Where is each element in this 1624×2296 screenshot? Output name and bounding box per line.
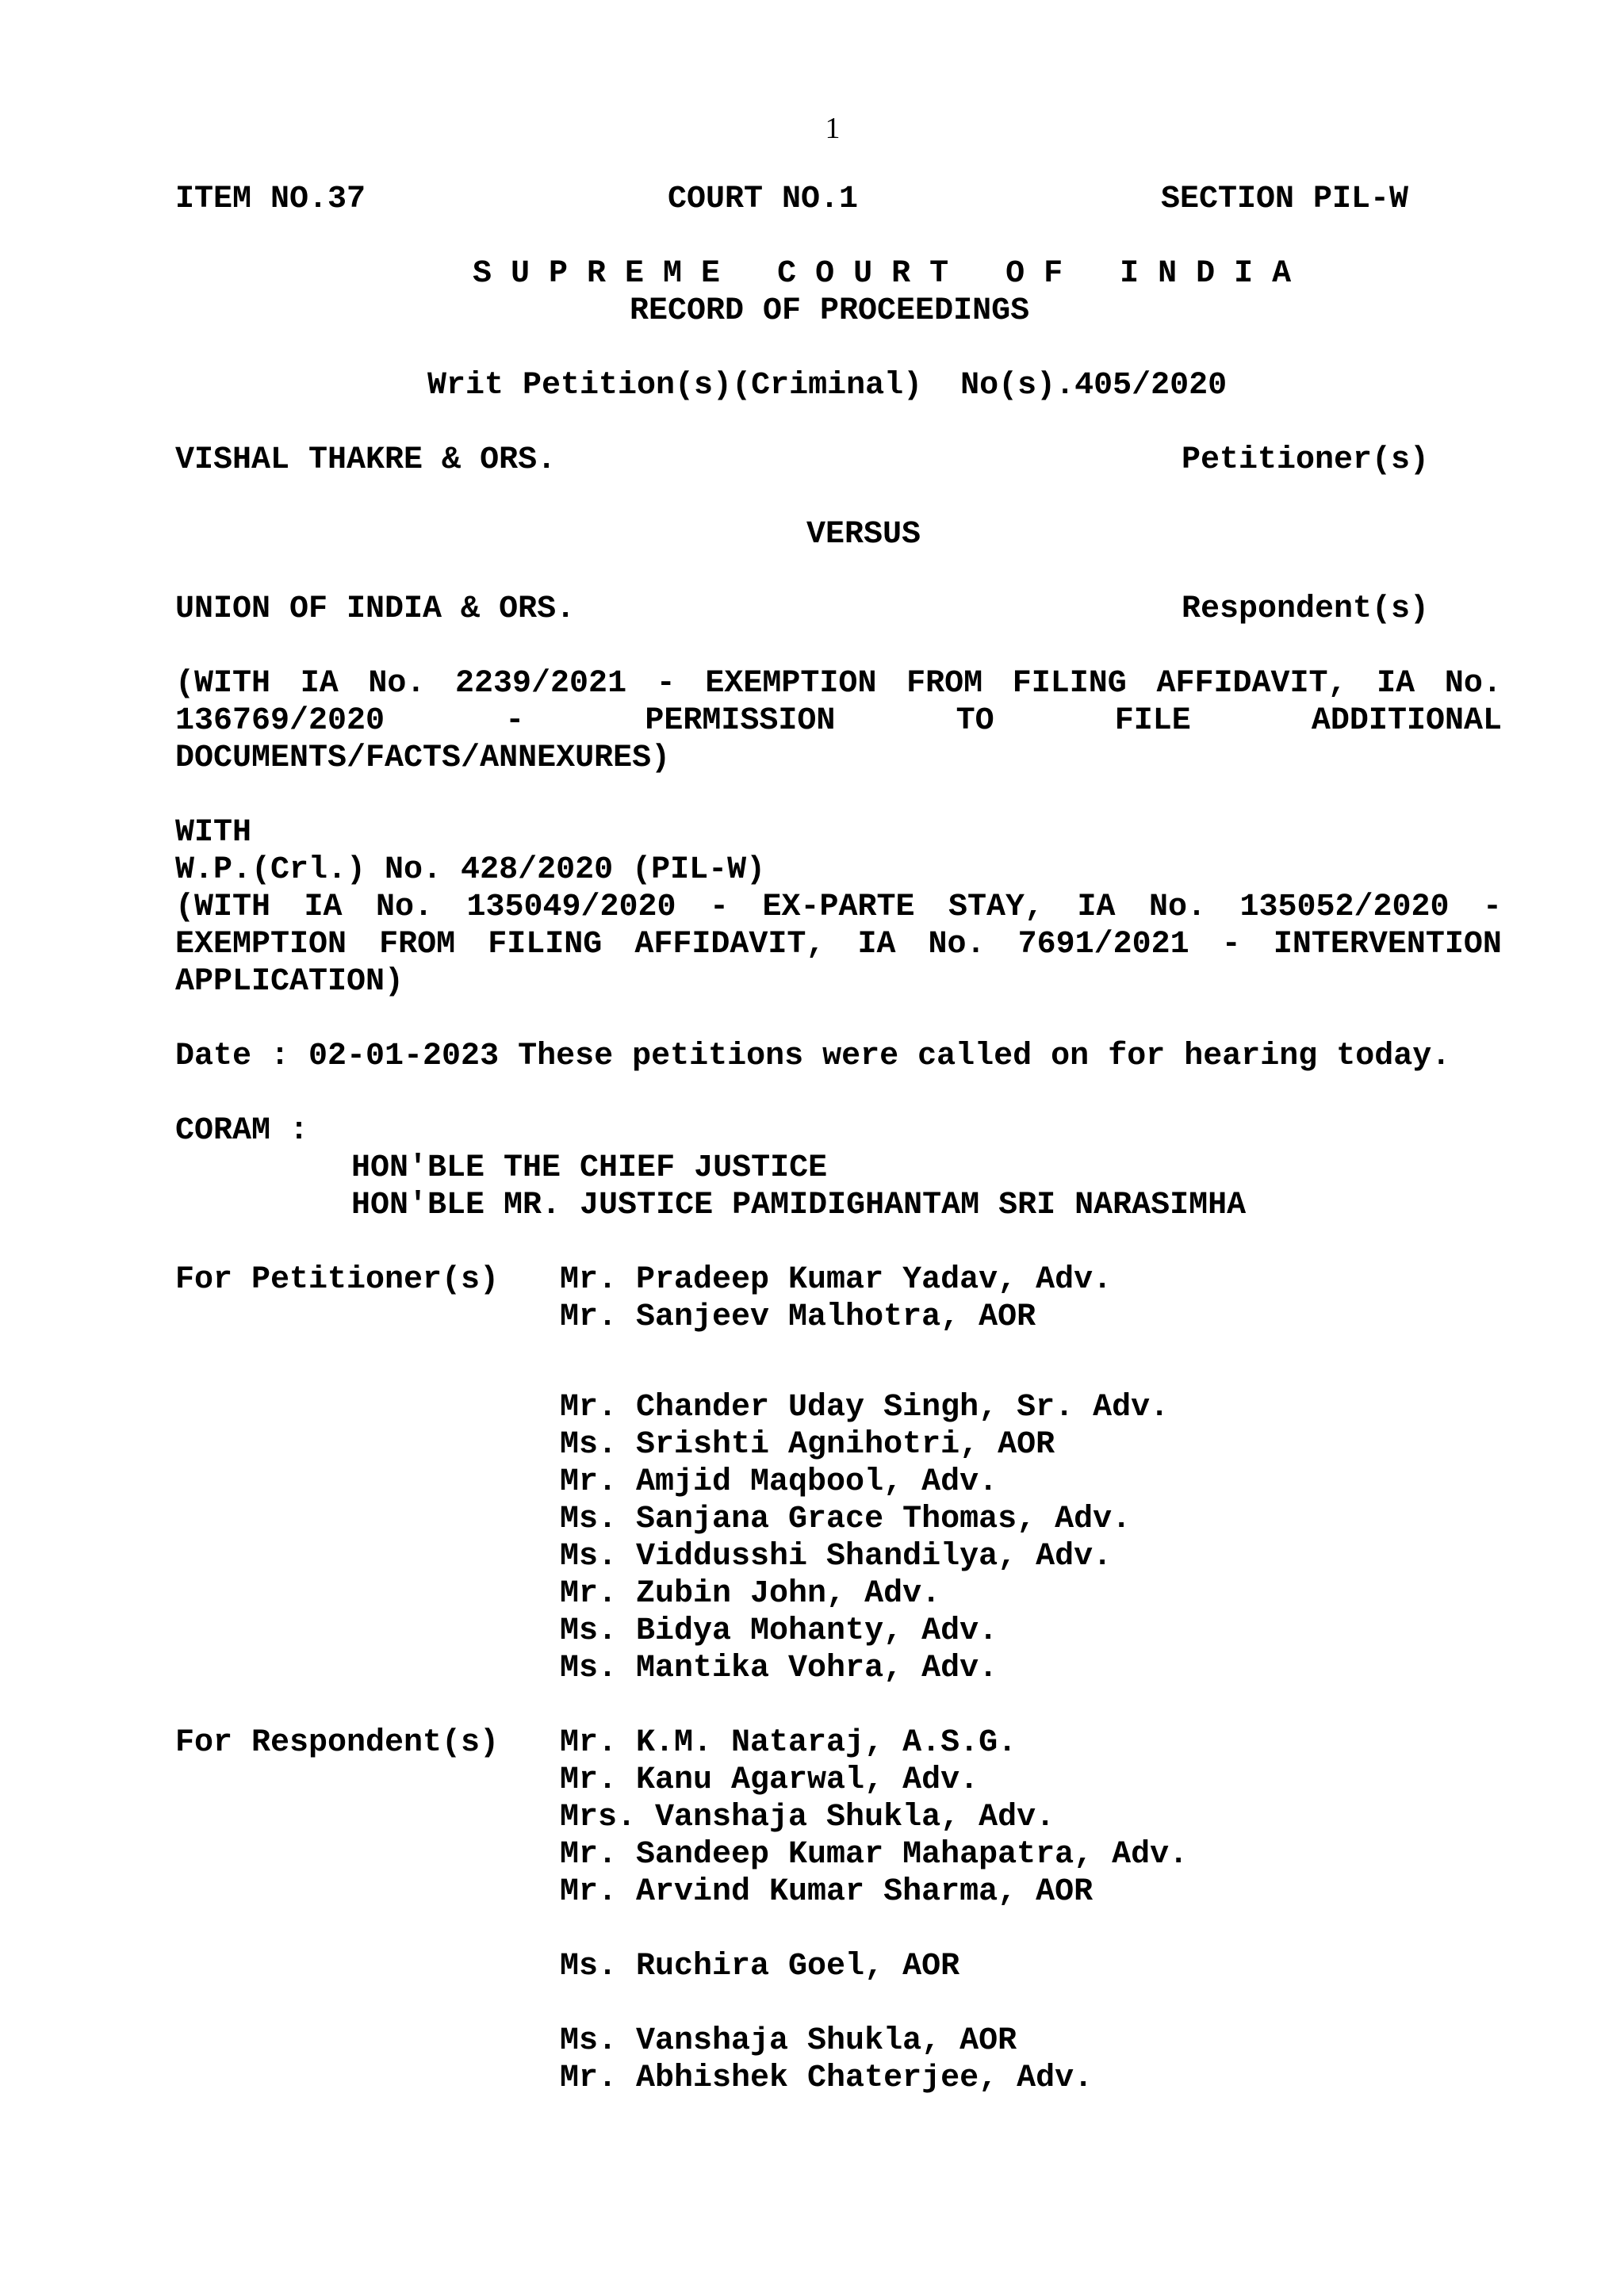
- counsel-name: Mrs. Vanshaja Shukla, Adv.: [560, 1800, 1055, 1835]
- respondent-label: Respondent(s): [1182, 591, 1430, 627]
- counsel-name: Ms. Sanjana Grace Thomas, Adv.: [560, 1502, 1132, 1537]
- counsel-name: Mr. Sanjeev Malhotra, AOR: [560, 1299, 1036, 1335]
- counsel-name: Mr. Pradeep Kumar Yadav, Adv.: [560, 1262, 1113, 1298]
- word: -: [505, 703, 525, 739]
- word: 7691/2021: [1017, 927, 1189, 962]
- item-number: ITEM NO.37: [175, 182, 366, 217]
- for-petitioners-label: For Petitioner(s): [175, 1262, 500, 1298]
- word: 2239/2021: [455, 666, 627, 702]
- connected-case: W.P.(Crl.) No. 428/2020 (PIL-W): [175, 852, 766, 888]
- coram-label: CORAM :: [175, 1113, 309, 1149]
- counsel-name: Mr. Amjid Maqbool, Adv.: [560, 1464, 998, 1500]
- word: FILE: [1114, 703, 1191, 739]
- respondent-name: UNION OF INDIA & ORS.: [175, 591, 576, 627]
- record-title: RECORD OF PROCEEDINGS: [630, 293, 1030, 329]
- main-ia-line-3: DOCUMENTS/FACTS/ANNEXURES): [175, 740, 671, 776]
- word: No.: [1148, 890, 1206, 925]
- counsel-name: Mr. Chander Uday Singh, Sr. Adv.: [560, 1390, 1170, 1425]
- hearing-date-line: Date : 02-01-2023 These petitions were called on for hearing today.: [175, 1039, 1451, 1074]
- case-number: Writ Petition(s)(Criminal) No(s).405/2020: [427, 368, 1228, 404]
- judge-name: HON'BLE MR. JUSTICE PAMIDIGHANTAM SRI NARASIMHA: [351, 1188, 1247, 1223]
- counsel-name: Ms. Bidya Mohanty, Adv.: [560, 1613, 998, 1649]
- counsel-name: Ms. Srishti Agnihotri, AOR: [560, 1427, 1055, 1463]
- word: No.: [375, 890, 433, 925]
- court-title: S U P R E M E C O U R T O F I N D I A: [473, 256, 1292, 292]
- word: No.: [928, 927, 986, 962]
- counsel-name: Ms. Ruchira Goel, AOR: [560, 1949, 960, 1984]
- word: IA: [300, 666, 339, 702]
- word: 135052/2020: [1239, 890, 1450, 925]
- word: -: [709, 890, 729, 925]
- page-number: 1: [825, 112, 841, 145]
- word: PERMISSION: [645, 703, 836, 739]
- word: IA: [1077, 890, 1116, 925]
- word: 136769/2020: [175, 703, 385, 739]
- judge-name: HON'BLE THE CHIEF JUSTICE: [351, 1150, 828, 1186]
- counsel-name: Mr. Abhishek Chaterjee, Adv.: [560, 2061, 1094, 2096]
- main-ia-line-2: [175, 702, 1502, 740]
- word: IA: [1377, 666, 1415, 702]
- word: -: [1482, 890, 1502, 925]
- word: IA: [304, 890, 343, 925]
- section-label: SECTION PIL-W: [1161, 182, 1409, 217]
- counsel-name: Ms. Viddusshi Shandilya, Adv.: [560, 1539, 1113, 1575]
- word: STAY,: [948, 890, 1044, 925]
- main-ia-line-1: [175, 665, 1502, 702]
- word: -: [1221, 927, 1241, 962]
- petitioner-name: VISHAL THAKRE & ORS.: [175, 442, 557, 478]
- petitioner-label: Petitioner(s): [1182, 442, 1430, 478]
- counsel-name: Mr. K.M. Nataraj, A.S.G.: [560, 1725, 1017, 1761]
- word: No.: [1444, 666, 1502, 702]
- connected-ia-line-2: [175, 926, 1502, 963]
- word: AFFIDAVIT,: [634, 927, 825, 962]
- court-number: COURT NO.1: [668, 182, 859, 217]
- word: FROM: [379, 927, 456, 962]
- word: 135049/2020: [466, 890, 676, 925]
- word: EXEMPTION: [705, 666, 877, 702]
- word: AFFIDAVIT,: [1156, 666, 1347, 702]
- word: ADDITIONAL: [1311, 703, 1502, 739]
- counsel-name: Mr. Kanu Agarwal, Adv.: [560, 1762, 979, 1798]
- word: FROM: [906, 666, 983, 702]
- counsel-name: Ms. Mantika Vohra, Adv.: [560, 1651, 998, 1686]
- with-label: WITH: [175, 815, 252, 851]
- word: EXEMPTION: [175, 927, 347, 962]
- word: No.: [368, 666, 426, 702]
- word: EX-PARTE: [762, 890, 915, 925]
- word: IA: [857, 927, 896, 962]
- counsel-name: Mr. Zubin John, Adv.: [560, 1576, 941, 1612]
- counsel-name: Mr. Sandeep Kumar Mahapatra, Adv.: [560, 1837, 1189, 1873]
- word: (WITH: [175, 666, 271, 702]
- word: FILING: [1012, 666, 1127, 702]
- word: TO: [956, 703, 994, 739]
- word: -: [656, 666, 676, 702]
- connected-ia-line-3: APPLICATION): [175, 964, 404, 1000]
- word: FILING: [488, 927, 603, 962]
- word: INTERVENTION: [1273, 927, 1502, 962]
- counsel-name: Ms. Vanshaja Shukla, AOR: [560, 2023, 1017, 2059]
- word: (WITH: [175, 890, 271, 925]
- counsel-name: Mr. Arvind Kumar Sharma, AOR: [560, 1874, 1094, 1910]
- connected-ia-line-1: [175, 889, 1502, 926]
- versus-label: VERSUS: [806, 517, 921, 553]
- for-respondents-label: For Respondent(s): [175, 1725, 500, 1761]
